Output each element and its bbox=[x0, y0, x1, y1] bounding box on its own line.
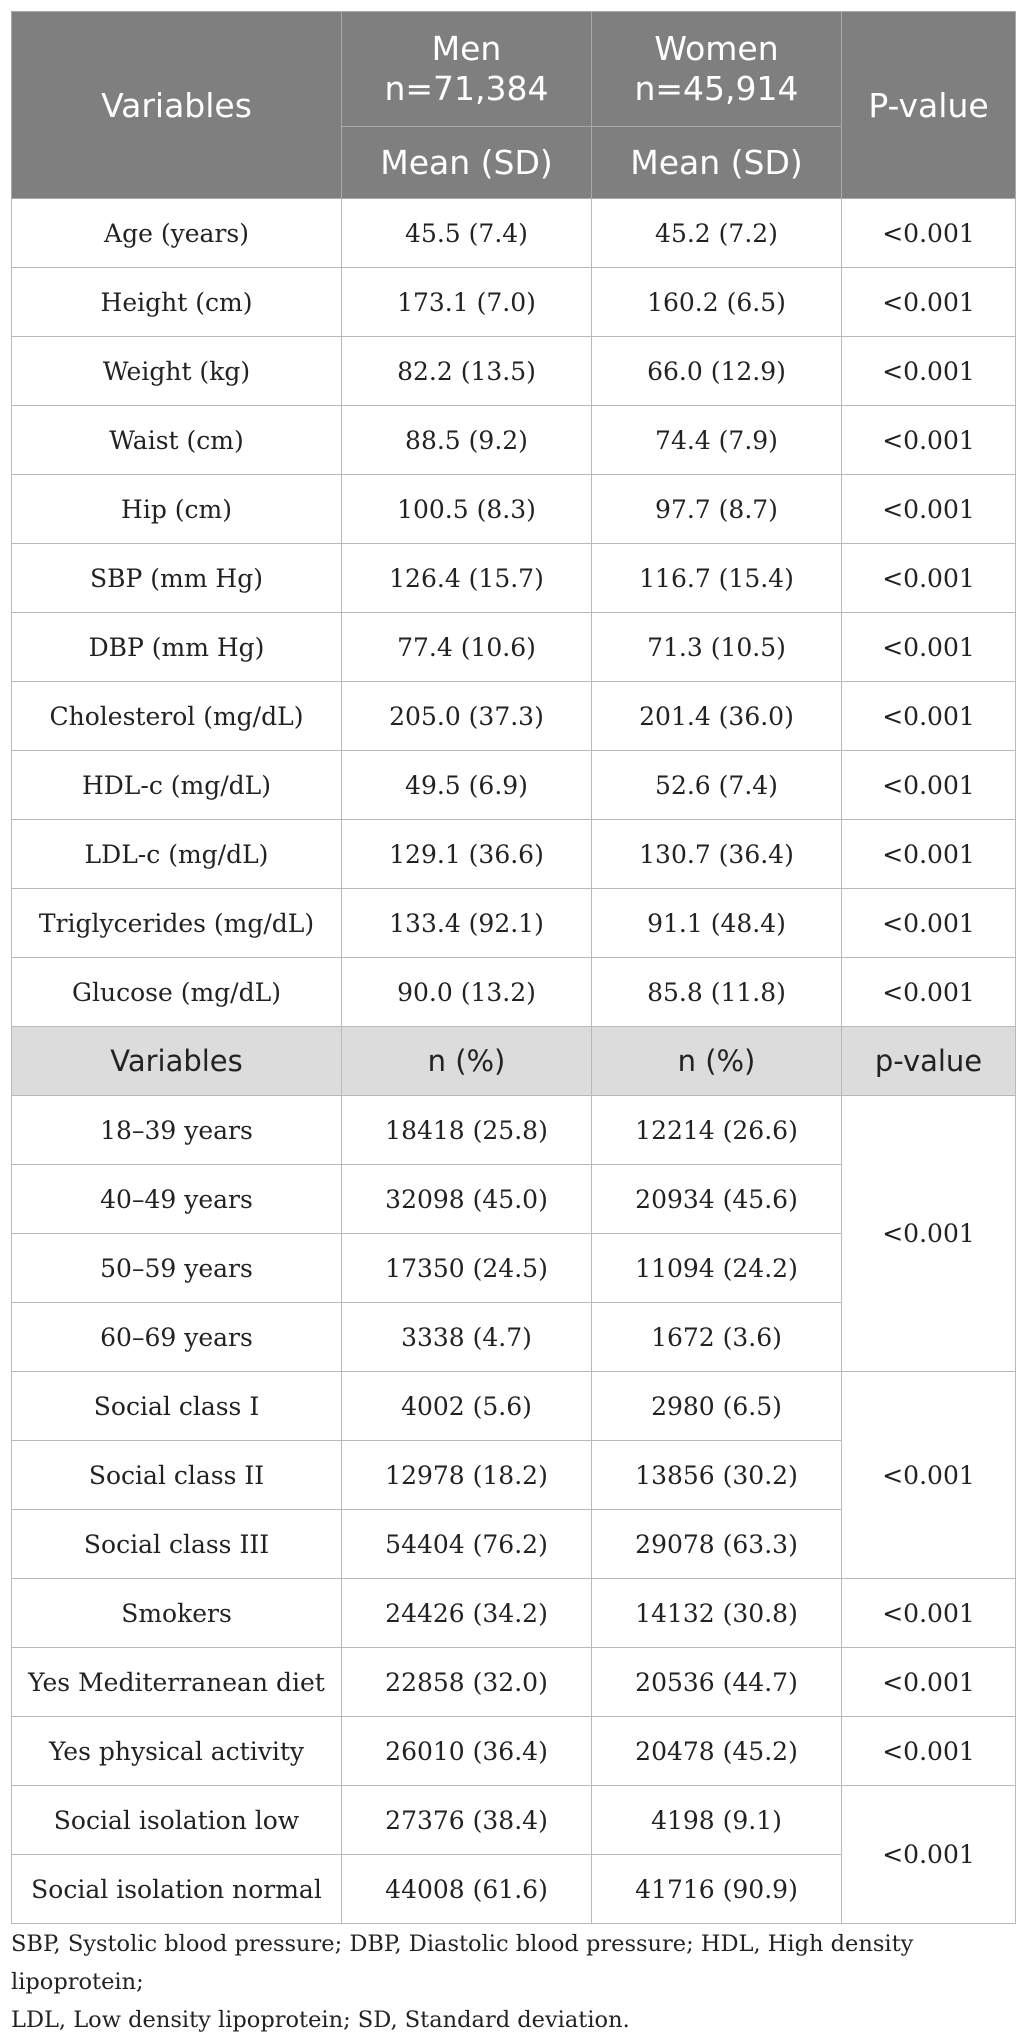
women-value-cell: 13856 (30.2) bbox=[592, 1441, 842, 1510]
women-value-cell: 11094 (24.2) bbox=[592, 1234, 842, 1303]
header-men-label: Men bbox=[431, 29, 502, 68]
women-value-cell: 29078 (63.3) bbox=[592, 1510, 842, 1579]
men-value-cell: 26010 (36.4) bbox=[342, 1717, 592, 1786]
women-value-cell: 85.8 (11.8) bbox=[592, 958, 842, 1027]
pvalue-cell: <0.001 bbox=[842, 475, 1016, 544]
table-row bbox=[12, 1372, 1016, 1441]
men-value-cell: 49.5 (6.9) bbox=[342, 751, 592, 820]
women-value-cell: 4198 (9.1) bbox=[592, 1786, 842, 1855]
men-value-cell: 129.1 (36.6) bbox=[342, 820, 592, 889]
variable-cell: 40–49 years bbox=[12, 1165, 342, 1234]
men-value-cell: 32098 (45.0) bbox=[342, 1165, 592, 1234]
men-value-cell: 82.2 (13.5) bbox=[342, 337, 592, 406]
pvalue-cell: <0.001 bbox=[842, 1648, 1016, 1717]
table-row bbox=[12, 958, 1016, 1027]
header-men-count: n=71,384 bbox=[384, 69, 549, 108]
table-row bbox=[12, 889, 1016, 958]
pvalue-cell: <0.001 bbox=[842, 1786, 1016, 1924]
header-variables: Variables bbox=[12, 12, 342, 199]
variable-cell: Hip (cm) bbox=[12, 475, 342, 544]
women-value-cell: 71.3 (10.5) bbox=[592, 613, 842, 682]
header-women-label: Women bbox=[654, 29, 779, 68]
women-value-cell: 20934 (45.6) bbox=[592, 1165, 842, 1234]
header-women-stat: Mean (SD) bbox=[592, 127, 842, 199]
variable-cell: Cholesterol (mg/dL) bbox=[12, 682, 342, 751]
table-container bbox=[11, 11, 1015, 1924]
men-value-cell: 126.4 (15.7) bbox=[342, 544, 592, 613]
pvalue-cell: <0.001 bbox=[842, 613, 1016, 682]
men-value-cell: 45.5 (7.4) bbox=[342, 199, 592, 268]
variable-cell: Social class III bbox=[12, 1510, 342, 1579]
table-row bbox=[12, 406, 1016, 475]
variable-cell: Yes physical activity bbox=[12, 1717, 342, 1786]
table-row bbox=[12, 268, 1016, 337]
men-value-cell: 27376 (38.4) bbox=[342, 1786, 592, 1855]
pvalue-cell: <0.001 bbox=[842, 889, 1016, 958]
men-value-cell: 44008 (61.6) bbox=[342, 1855, 592, 1924]
pvalue-cell: <0.001 bbox=[842, 751, 1016, 820]
table-row bbox=[12, 613, 1016, 682]
subheader-row bbox=[12, 1027, 1016, 1096]
variable-cell: HDL-c (mg/dL) bbox=[12, 751, 342, 820]
pvalue-cell: <0.001 bbox=[842, 682, 1016, 751]
women-value-cell: 14132 (30.8) bbox=[592, 1579, 842, 1648]
subheader-men: n (%) bbox=[342, 1027, 592, 1096]
pvalue-cell: <0.001 bbox=[842, 544, 1016, 613]
subheader-women: n (%) bbox=[592, 1027, 842, 1096]
pvalue-cell: <0.001 bbox=[842, 1579, 1016, 1648]
men-value-cell: 173.1 (7.0) bbox=[342, 268, 592, 337]
table-row bbox=[12, 820, 1016, 889]
table-row bbox=[12, 1579, 1016, 1648]
variable-cell: 18–39 years bbox=[12, 1096, 342, 1165]
women-value-cell: 91.1 (48.4) bbox=[592, 889, 842, 958]
men-value-cell: 18418 (25.8) bbox=[342, 1096, 592, 1165]
men-value-cell: 77.4 (10.6) bbox=[342, 613, 592, 682]
women-value-cell: 20478 (45.2) bbox=[592, 1717, 842, 1786]
men-value-cell: 4002 (5.6) bbox=[342, 1372, 592, 1441]
women-value-cell: 45.2 (7.2) bbox=[592, 199, 842, 268]
variable-cell: SBP (mm Hg) bbox=[12, 544, 342, 613]
variable-cell: Smokers bbox=[12, 1579, 342, 1648]
pvalue-cell: <0.001 bbox=[842, 268, 1016, 337]
variable-cell: Social isolation normal bbox=[12, 1855, 342, 1924]
women-value-cell: 66.0 (12.9) bbox=[592, 337, 842, 406]
women-value-cell: 20536 (44.7) bbox=[592, 1648, 842, 1717]
women-value-cell: 1672 (3.6) bbox=[592, 1303, 842, 1372]
data-table bbox=[11, 11, 1016, 1924]
table-row bbox=[12, 1648, 1016, 1717]
variable-cell: Age (years) bbox=[12, 199, 342, 268]
women-value-cell: 12214 (26.6) bbox=[592, 1096, 842, 1165]
women-value-cell: 130.7 (36.4) bbox=[592, 820, 842, 889]
header-pvalue: P-value bbox=[842, 12, 1016, 199]
subheader-variables: Variables bbox=[12, 1027, 342, 1096]
table-row bbox=[12, 1717, 1016, 1786]
variable-cell: Social isolation low bbox=[12, 1786, 342, 1855]
men-value-cell: 3338 (4.7) bbox=[342, 1303, 592, 1372]
men-value-cell: 88.5 (9.2) bbox=[342, 406, 592, 475]
men-value-cell: 24426 (34.2) bbox=[342, 1579, 592, 1648]
variable-cell: Height (cm) bbox=[12, 268, 342, 337]
pvalue-cell: <0.001 bbox=[842, 1096, 1016, 1372]
table-row bbox=[12, 475, 1016, 544]
table-row bbox=[12, 682, 1016, 751]
men-value-cell: 133.4 (92.1) bbox=[342, 889, 592, 958]
footnote bbox=[11, 1925, 1015, 2039]
variable-cell: Yes Mediterranean diet bbox=[12, 1648, 342, 1717]
pvalue-cell: <0.001 bbox=[842, 1717, 1016, 1786]
men-value-cell: 90.0 (13.2) bbox=[342, 958, 592, 1027]
header-men bbox=[342, 12, 592, 127]
variable-cell: Waist (cm) bbox=[12, 406, 342, 475]
variable-cell: Triglycerides (mg/dL) bbox=[12, 889, 342, 958]
pvalue-cell: <0.001 bbox=[842, 406, 1016, 475]
variable-cell: Social class II bbox=[12, 1441, 342, 1510]
pvalue-cell: <0.001 bbox=[842, 958, 1016, 1027]
footnote-line: SBP, Systolic blood pressure; DBP, Diastolic blood pressure; HDL, High density lipoprotein; bbox=[11, 1931, 914, 1995]
variable-cell: DBP (mm Hg) bbox=[12, 613, 342, 682]
table-row bbox=[12, 1786, 1016, 1855]
women-value-cell: 74.4 (7.9) bbox=[592, 406, 842, 475]
pvalue-cell: <0.001 bbox=[842, 199, 1016, 268]
men-value-cell: 22858 (32.0) bbox=[342, 1648, 592, 1717]
men-value-cell: 100.5 (8.3) bbox=[342, 475, 592, 544]
header-women-count: n=45,914 bbox=[634, 69, 799, 108]
pvalue-cell: <0.001 bbox=[842, 820, 1016, 889]
table-body bbox=[12, 199, 1016, 1924]
women-value-cell: 97.7 (8.7) bbox=[592, 475, 842, 544]
men-value-cell: 17350 (24.5) bbox=[342, 1234, 592, 1303]
variable-cell: Glucose (mg/dL) bbox=[12, 958, 342, 1027]
header-women bbox=[592, 12, 842, 127]
pvalue-cell: <0.001 bbox=[842, 337, 1016, 406]
variable-cell: Weight (kg) bbox=[12, 337, 342, 406]
women-value-cell: 160.2 (6.5) bbox=[592, 268, 842, 337]
header-row bbox=[12, 12, 1016, 127]
pvalue-cell: <0.001 bbox=[842, 1372, 1016, 1579]
table-row bbox=[12, 544, 1016, 613]
variable-cell: LDL-c (mg/dL) bbox=[12, 820, 342, 889]
table-row bbox=[12, 751, 1016, 820]
women-value-cell: 116.7 (15.4) bbox=[592, 544, 842, 613]
footnote-line: LDL, Low density lipoprotein; SD, Standard deviation. bbox=[11, 2007, 630, 2033]
men-value-cell: 205.0 (37.3) bbox=[342, 682, 592, 751]
variable-cell: 50–59 years bbox=[12, 1234, 342, 1303]
women-value-cell: 52.6 (7.4) bbox=[592, 751, 842, 820]
variable-cell: Social class I bbox=[12, 1372, 342, 1441]
variable-cell: 60–69 years bbox=[12, 1303, 342, 1372]
table-row bbox=[12, 337, 1016, 406]
women-value-cell: 2980 (6.5) bbox=[592, 1372, 842, 1441]
women-value-cell: 201.4 (36.0) bbox=[592, 682, 842, 751]
subheader-pvalue: p-value bbox=[842, 1027, 1016, 1096]
men-value-cell: 54404 (76.2) bbox=[342, 1510, 592, 1579]
men-value-cell: 12978 (18.2) bbox=[342, 1441, 592, 1510]
header-men-stat: Mean (SD) bbox=[342, 127, 592, 199]
table-row bbox=[12, 199, 1016, 268]
women-value-cell: 41716 (90.9) bbox=[592, 1855, 842, 1924]
table-row bbox=[12, 1096, 1016, 1165]
